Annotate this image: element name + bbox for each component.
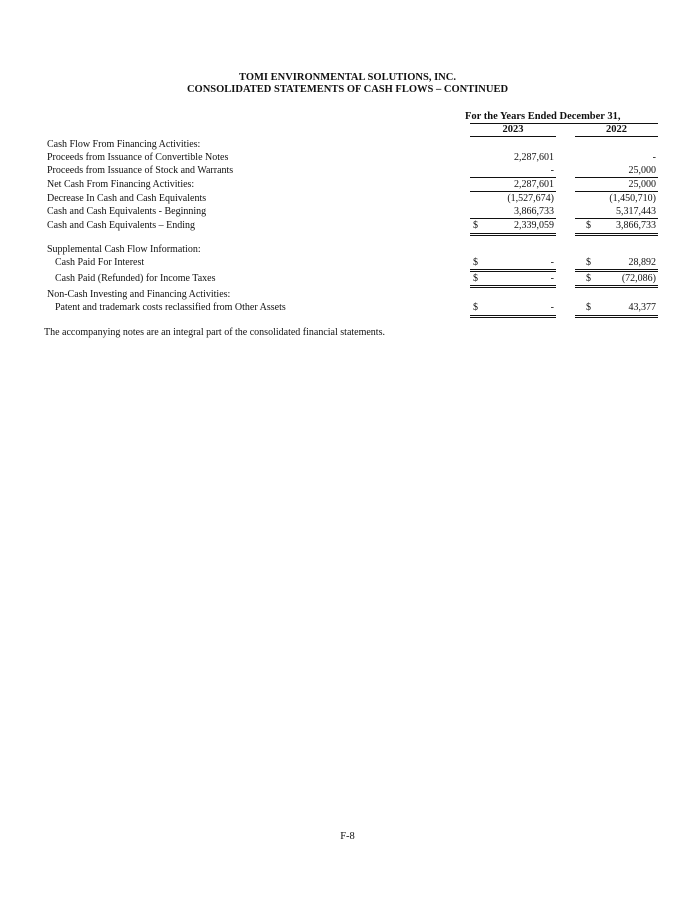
total-double-rule <box>575 271 658 272</box>
row-label: Cash Paid For Interest <box>55 257 145 268</box>
table-row <box>0 289 695 302</box>
total-double-rule <box>470 287 556 288</box>
page-number: F-8 <box>340 831 355 842</box>
row-label: Net Cash From Financing Activities: <box>47 179 195 190</box>
value-2022: 25,000 <box>628 165 656 176</box>
value-2022: 28,892 <box>628 257 656 268</box>
year-2023-header: 2023 <box>502 124 524 135</box>
value-2023: - <box>550 165 554 176</box>
row-label: Cash Flow From Financing Activities: <box>47 139 201 150</box>
value-2022: 3,866,733 <box>616 220 656 231</box>
value-2023: - <box>550 257 554 268</box>
value-2023: 3,866,733 <box>514 206 554 217</box>
value-2023: 2,287,601 <box>514 152 554 163</box>
subtotal-rule <box>470 191 556 192</box>
total-double-rule <box>470 269 556 270</box>
value-2022: - <box>652 152 656 163</box>
currency-symbol: $ <box>473 257 478 268</box>
table-row <box>0 220 695 233</box>
year-2023-underline <box>470 136 556 137</box>
total-double-rule <box>575 233 658 234</box>
currency-symbol: $ <box>473 273 478 284</box>
total-double-rule <box>470 317 556 318</box>
footnote: The accompanying notes are an integral part of the consolidated financial statements. <box>44 327 385 338</box>
total-double-rule <box>470 235 556 236</box>
row-label: Cash and Cash Equivalents – Ending <box>47 220 196 231</box>
table-row <box>0 152 695 165</box>
currency-symbol: $ <box>473 220 478 231</box>
subtotal-rule <box>470 177 556 178</box>
total-double-rule <box>575 287 658 288</box>
subtotal-rule <box>575 191 658 192</box>
row-label: Cash and Cash Equivalents - Beginning <box>47 206 207 217</box>
table-row <box>0 302 695 315</box>
row-label: Proceeds from Issuance of Convertible Notes <box>47 152 229 163</box>
company-name: TOMI ENVIRONMENTAL SOLUTIONS, INC. <box>239 72 456 83</box>
period-header: For the Years Ended December 31, <box>465 111 621 122</box>
statement-title: CONSOLIDATED STATEMENTS OF CASH FLOWS – CONTINUED <box>186 84 509 95</box>
subtotal-rule <box>575 218 658 219</box>
table-row <box>0 193 695 206</box>
total-double-rule <box>470 315 556 316</box>
value-2022: (1,450,710) <box>609 193 656 204</box>
total-double-rule <box>575 317 658 318</box>
value-2023: - <box>550 273 554 284</box>
value-2023: 2,287,601 <box>514 179 554 190</box>
table-row <box>0 139 695 152</box>
currency-symbol: $ <box>586 257 591 268</box>
value-2022: 25,000 <box>628 179 656 190</box>
currency-symbol: $ <box>586 220 591 231</box>
row-label: Supplemental Cash Flow Information: <box>47 244 201 255</box>
table-row <box>0 244 695 257</box>
total-double-rule <box>575 235 658 236</box>
value-2023: 2,339,059 <box>514 220 554 231</box>
row-label: Patent and trademark costs reclassified from Other Assets <box>55 302 286 313</box>
total-double-rule <box>575 285 658 286</box>
total-double-rule <box>470 233 556 234</box>
currency-symbol: $ <box>473 302 478 313</box>
total-double-rule <box>575 269 658 270</box>
subtotal-rule <box>575 177 658 178</box>
row-label: Decrease In Cash and Cash Equivalents <box>47 193 207 204</box>
row-label: Cash Paid (Refunded) for Income Taxes <box>55 273 216 284</box>
year-2022-underline <box>575 136 658 137</box>
total-double-rule <box>470 271 556 272</box>
currency-symbol: $ <box>586 302 591 313</box>
value-2022: 5,317,443 <box>616 206 656 217</box>
value-2022: (72,086) <box>621 273 656 284</box>
subtotal-rule <box>470 218 556 219</box>
currency-symbol: $ <box>586 273 591 284</box>
row-label: Proceeds from Issuance of Stock and Warrants <box>47 165 234 176</box>
total-double-rule <box>470 285 556 286</box>
value-2022: 43,377 <box>628 302 656 313</box>
row-label: Non-Cash Investing and Financing Activities: <box>47 289 231 300</box>
total-double-rule <box>575 315 658 316</box>
value-2023: - <box>550 302 554 313</box>
value-2023: (1,527,674) <box>507 193 554 204</box>
year-2022-header: 2022 <box>606 124 627 135</box>
